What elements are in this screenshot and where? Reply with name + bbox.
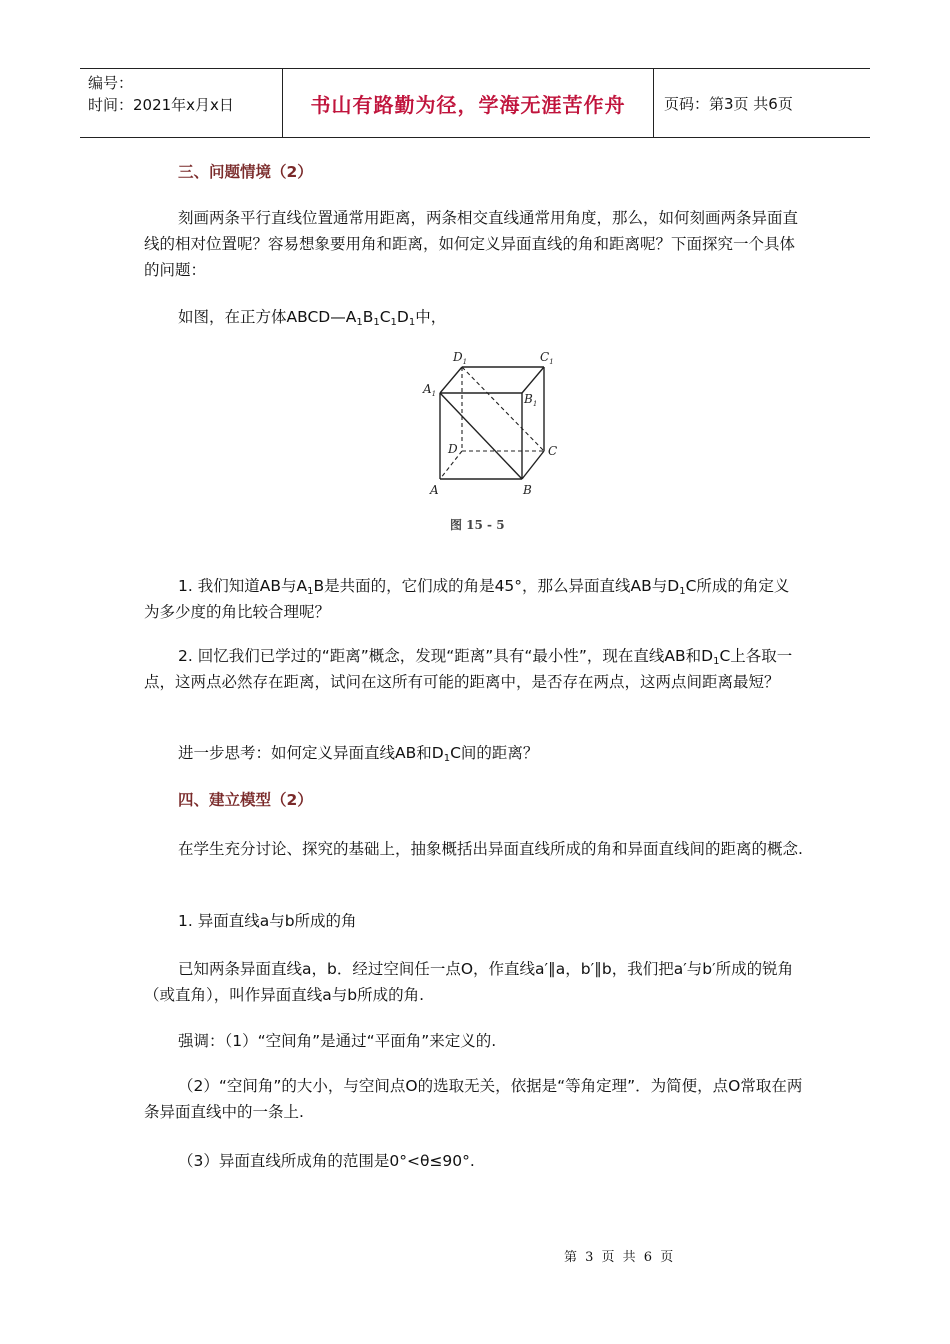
page-footer: 第 3 页 共 6 页 (564, 1250, 676, 1265)
label-a: A (430, 483, 439, 497)
header-motto: 书山有路勤为径，学海无涯苦作舟 (310, 92, 626, 117)
cube-diagram (410, 345, 570, 545)
time-label: 时间：2021年x月x日 (88, 96, 234, 114)
label-c1: $C_1$ (540, 350, 554, 366)
header-page-label: 页码：第3页 共6页 (664, 94, 793, 113)
figure-caption: 图 15 - 5 (450, 518, 505, 532)
label-c: C (548, 444, 558, 458)
label-d: D (448, 442, 458, 456)
page-header (80, 68, 870, 138)
header-meta (80, 69, 282, 137)
question-2: 2. 回忆我们已学过的“距离”概念，发现“距离”具有“最小性”，现在直线AB和$D_1C$上各取一点，这两点必然存在距离，试问在这所有可能的距离中，是否存在两点，这两点间距离最短？ (144, 647, 793, 691)
section4-paragraph: 在学生充分讨论、探究的基础上，抽象概括出异面直线所成的角和异面直线间的距离的概念. (178, 840, 803, 858)
cube-intro: 如图，在正方体$ABCD—A_1B_1C_1D_1$中， (178, 308, 447, 328)
header-page-cell (654, 69, 870, 137)
emphasis-2: （2）“空间角”的大小，与空间点O的选取无关，依据是“等角定理”．为简便，点O常取在两条异面直线中的一条上. (144, 1077, 803, 1121)
question-1: 1. 我们知道AB与$A_1B$是共面的，它们成的角是45°，那么异面直线AB与$D_1C$所成的角定义为多少度的角比较合理呢？ (144, 577, 790, 621)
emphasis-3: （3）异面直线所成角的范围是0°<θ≤90°. (178, 1152, 475, 1170)
definition-paragraph: 已知两条异面直线a，b．经过空间任一点O，作直线a′∥a，b′∥b，我们把a′与b′所成的锐角（或直角），叫作异面直线a与b所成的角. (144, 960, 794, 1004)
header-motto-cell (282, 69, 654, 137)
section4-heading: 四、建立模型（2） (178, 791, 313, 809)
section3-heading: 三、问题情境（2） (178, 163, 313, 181)
label-b: B (523, 483, 532, 497)
question-3: 进一步思考：如何定义异面直线AB和$D_1C$间的距离？ (178, 744, 539, 764)
number-label: 编号： (88, 74, 134, 92)
label-d1: $D_1$ (453, 350, 468, 366)
label-a1: $A_1$ (423, 382, 437, 398)
emphasis-1: 强调：（1）“空间角”是通过“平面角”来定义的. (178, 1032, 497, 1050)
section3-paragraph: 刻画两条平行直线位置通常用距离，两条相交直线通常用角度，那么，如何刻画两条异面直线的相对位置呢？容易想象要用角和距离，如何定义异面直线的角和距离呢？下面探究一个具体的问题： (144, 209, 799, 279)
label-b1: $B_1$ (524, 392, 538, 408)
section4-item-1: 1. 异面直线a与b所成的角 (178, 912, 357, 930)
cube-figure (410, 345, 570, 545)
